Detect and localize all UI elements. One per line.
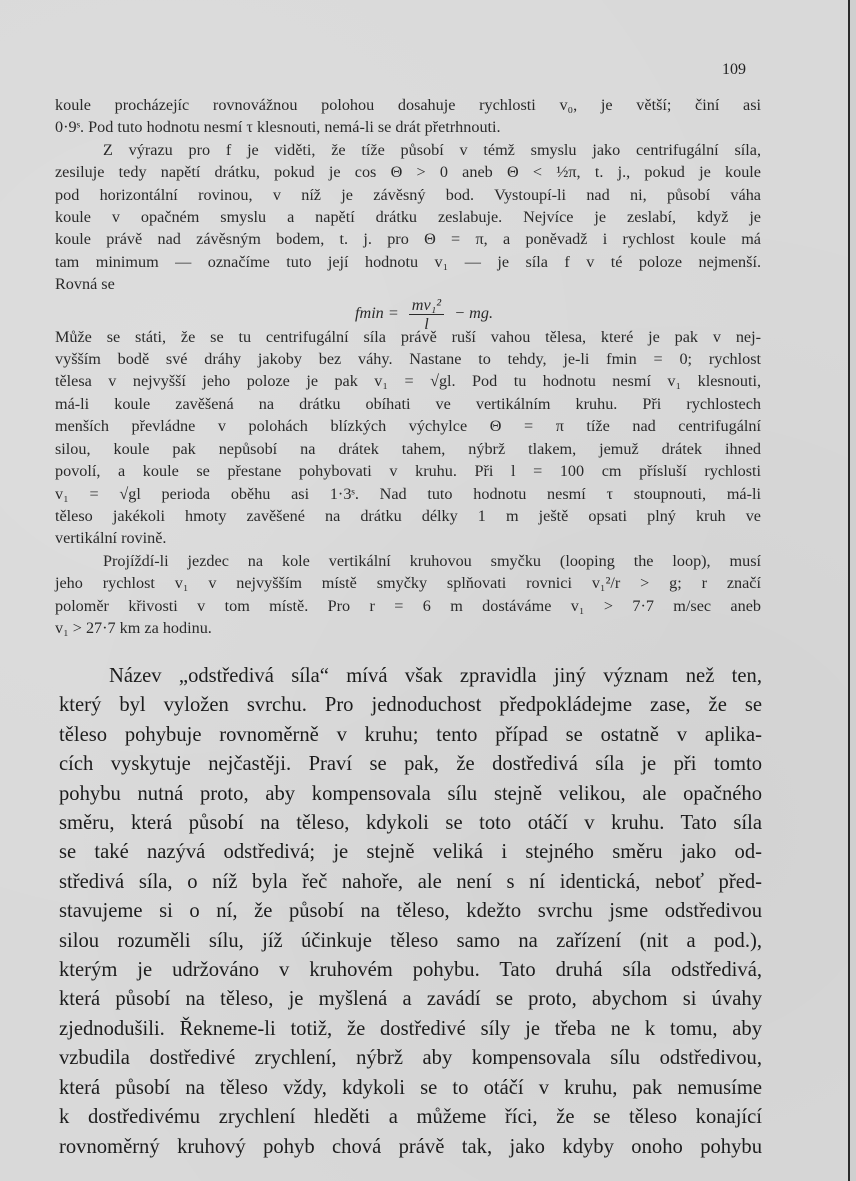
text-line: v₁ = √gl perioda oběhu asi 1·3ˢ. Nad tuto hodnotu nesmí τ stoupnouti, má-li (55, 484, 761, 503)
text-line: která působí na těleso vždy, kdykoli se to otáčí v kruhu, pak nemusíme (59, 1076, 762, 1099)
text-line: kterým je udržováno v kruhovém pohybu. Tato druhá síla odstředivá, (59, 959, 762, 982)
text-line: Může se státi, že se tu centrifugální síla právě ruší vahou tělesa, které je pak v nej- (55, 327, 761, 346)
paragraph-weightless-top (55, 326, 761, 550)
text-line: jeho rychlost v₁ v nejvyšším místě smyčky splňovati rovnici v₁²/r > g; r značí (55, 574, 761, 593)
text-line: Projíždí-li jezdec na kole vertikální kruhovou smyčku (looping the loop), musí (103, 551, 761, 570)
text-line: Název „odstředivá síla“ mívá však zpravidla jiný význam než ten, (109, 665, 762, 687)
text-line: těleso jakékoli hmoty zavěšené na drátku délky 1 m ještě opsati plný kruh ve (55, 506, 761, 525)
scan-margin (850, 0, 856, 1181)
text-line: má-li koule zavěšená na drátku obíhati ve vertikálním kruhu. Při rychlostech (55, 394, 761, 413)
paragraph-centrifugal-force-meaning (59, 662, 762, 1162)
text-line: cích vyskytuje nejčastěji. Praví se pak, že dostředivá síla je při tomto (59, 753, 762, 776)
text-line: pod horizontální rovinou, v níž je závěsný bod. Vystoupí-li nad ni, působí váha (55, 185, 761, 204)
text-line: Z výrazu pro f je viděti, že tíže působí v témž smyslu jako centrifugální síla, (103, 140, 761, 159)
text-line: koule právě nad závěsným bodem, t. j. pro Θ = π, a poněvadž i rychlost koule má (55, 230, 761, 249)
text-line: vzbudila dostředivé zrychlení, nýbrž aby kompensovala sílu odstředivou, (59, 1047, 762, 1070)
text-line: zesiluje tedy napětí drátku, pokud je cos Θ > 0 aneb Θ < ½π, t. j., pokud je koule (55, 163, 761, 182)
fraction-numerator: mv₁² (409, 296, 444, 315)
text-line: v₁ > 27·7 km za hodinu. (55, 618, 212, 637)
text-line: k dostředivému zrychlení hleděti a můžeme říci, že se těleso konající (59, 1106, 762, 1129)
paragraph-looping-the-loop (55, 550, 761, 640)
text-line: těleso pohybuje rovnoměrně v kruhu; tento případ se ostatně v aplika- (59, 723, 762, 746)
equation-rhs: − mg. (454, 303, 494, 322)
small-print-section (55, 94, 761, 639)
paragraph-gravity-tension (55, 139, 761, 296)
text-line: tam minimum — označíme tuto její hodnotu v₁ — je síla f v té poloze nejmenší. (55, 252, 761, 271)
text-line: zjednodušili. Řekneme-li totiž, že dostředivé síly je třeba ne k tomu, aby (59, 1017, 762, 1040)
page-number: 109 (722, 61, 746, 78)
text-line: poloměr křivosti v tom místě. Pro r = 6 m dostáváme v₁ > 7·7 m/sec aneb (55, 596, 761, 615)
text-line: stavujeme si o ní, že působí na těleso, kdežto svrchu jsme odstředivou (59, 900, 762, 923)
text-line: vertikální rovině. (55, 529, 167, 548)
text-line: tělesa v nejvyšší jeho poloze je pak v₁ = √gl. Pod tu hodnotu nesmí v₁ klesnouti, (55, 372, 761, 391)
main-text-section (59, 662, 762, 1162)
text-line: koule procházejíc rovnovážnou polohou dosahuje rychlosti v₀, je větší; činí asi (55, 96, 761, 114)
text-line: silou, koule pak nepůsobí na drátek tahem, nýbrž tlakem, jemuž drátek ihned (55, 439, 761, 458)
text-line: silou rozuměli sílu, jíž účinkuje těleso samo na zařízení (nit a pod.), (59, 929, 762, 952)
text-line: se také nazývá odstředivá; je stejně veliká i stejného směru jako od- (59, 841, 762, 864)
text-line: směru, která působí na těleso, kdykoli se toto otáčí v kruhu. Tato síla (59, 812, 762, 835)
paragraph-ball-velocity (55, 94, 761, 139)
text-line: vyšším bodě své dráhy jakoby bez váhy. Nastane to tehdy, je-li fmin = 0; rychlost (55, 350, 761, 369)
text-line: který byl vyložen svrchu. Pro jednoduchost předpokládejme zase, že se (59, 694, 762, 717)
fraction-denominator: l (424, 314, 429, 333)
text-line: středivá síla, o níž byla řeč nahoře, ale není s ní identická, neboť před- (59, 870, 762, 893)
text-line: rovnoměrný kruhový pohyb chová právě tak, jako kdyby onoho pohybu (59, 1135, 762, 1158)
text-line: menších převládne v polohách blízkých výchylce Θ = π tíže nad centrifugální (55, 417, 761, 436)
equation-fmin (55, 295, 761, 333)
text-line: koule v opačném smyslu a napětí drátku zeslabuje. Nejvíce je zeslabí, když je (55, 208, 761, 227)
text-line: která působí na těleso, je myšlená a zavádí se proto, abychom si úvahy (59, 988, 762, 1011)
text-line: 0·9ˢ. Pod tuto hodnotu nesmí τ klesnouti, nemá-li se drát přetrhnouti. (55, 118, 501, 137)
text-line: pohybu nutná proto, aby kompensovala sílu stejně velikou, ale opačného (59, 782, 762, 805)
equation-lhs: fmin = (355, 303, 399, 322)
text-line: Rovná se (55, 275, 115, 294)
text-line: povolí, a koule se přestane pohybovati v kruhu. Při l = 100 cm přísluší rychlosti (55, 462, 761, 481)
